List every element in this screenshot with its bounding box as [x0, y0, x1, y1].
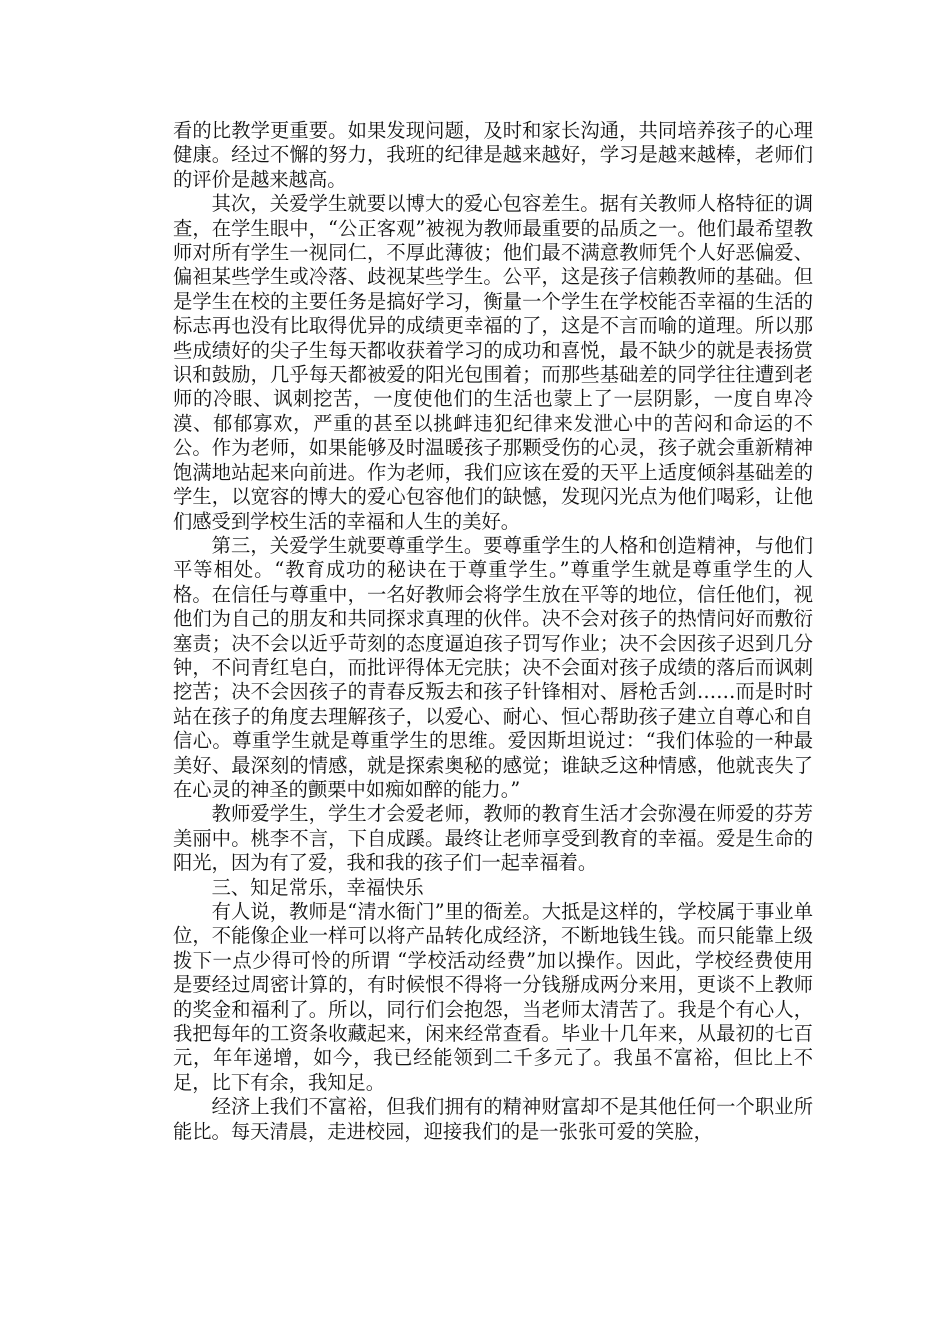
paragraph-3: 第三，关爱学生就要尊重学生。要尊重学生的人格和创造精神，与他们平等相处。“教育成功的秘诀在于尊重学生。”尊重学生就是尊重学生的人格。在信任与尊重中，一名好教师会将学生放在平等的地位，信任他们，视他们为自己的朋友和共同探求真理的伙伴。决不会对孩子的热情问好而敷衍塞责；决不会以近乎苛刻的态度逼迫孩子罚写作业；决不会因孩子迟到几分钟，不问青红皂白，而批评得体无完肤；决不会面对孩子成绩的落后而讽刺挖苦；决不会因孩子的青春反叛去和孩子针锋相对、唇枪舌剑……而是时时站在孩子的角度去理解孩子，以爱心、耐心、恒心帮助孩子建立自尊心和自信心。尊重学生就是尊重学生的思维。爱因斯坦说过：“我们体验的一种最美好、最深刻的情感，就是探索奥秘的感觉；谁缺乏这种情感，他就丧失了在心灵的神圣的颤栗中如痴如醉的能力。”: [173, 533, 813, 801]
paragraph-4: 教师爱学生，学生才会爱老师，教师的教育生活才会弥漫在师爱的芬芳美丽中。桃李不言，下自成蹊。最终让老师享受到教育的幸福。爱是生命的阳光，因为有了爱，我和我的孩子们一起幸福着。: [173, 802, 813, 875]
body-text: [173, 119, 813, 1144]
paragraph-5: 有人说，教师是“清水衙门”里的衙差。大抵是这样的，学校属于事业单位，不能像企业一样可以将产品转化成经济，不断地钱生钱。而只能靠上级拨下一点少得可怜的所谓 “学校活动经费”加以操作。因此，学校经费使用是要经过周密计算的，有时候恨不得将一分钱掰成两分来用，更谈不上教师的奖金和福利了。所以，同行们会抱怨，当老师太清苦了。我是个有心人，我把每年的工资条收藏起来，闲来经常查看。毕业十几年来，从最初的七百元，年年递增，如今，我已经能领到二千多元了。我虽不富裕，但比上不足，比下有余，我知足。: [173, 900, 813, 1094]
paragraph-6: 经济上我们不富裕，但我们拥有的精神财富却不是其他任何一个职业所能比。每天清晨，走进校园，迎接我们的是一张张可爱的笑脸，: [173, 1095, 813, 1143]
paragraph-1: 看的比教学更重要。如果发现问题，及时和家长沟通，共同培养孩子的心理健康。经过不懈的努力，我班的纪律是越来越好，学习是越来越棒，老师们的评价是越来越高。: [173, 119, 813, 191]
paragraph-2: 其次，关爱学生就要以博大的爱心包容差生。据有关教师人格特征的调查，在学生眼中，“公正客观”被视为教师最重要的品质之一。他们最希望教师对所有学生一视同仁，不厚此薄彼；他们最不满意教师凭个人好恶偏爱、偏袒某些学生或冷落、歧视某些学生。公平，这是孩子信赖教师的基础。但是学生在校的主要任务是搞好学习，衡量一个学生在学校能否幸福的生活的标志再也没有比取得优异的成绩更幸福的了，这是不言而喻的道理。所以那些成绩好的尖子生每天都收获着学习的成功和喜悦，最不缺少的就是表扬赏识和鼓励，几乎每天都被爱的阳光包围着；而那些基础差的同学往往遭到老师的冷眼、讽刺挖苦，一度使他们的生活也蒙上了一层阴影，一度自卑冷漠、郁郁寡欢，严重的甚至以挑衅违犯纪律来发泄心中的苦闷和命运的不公。作为老师，如果能够及时温暖孩子那颗受伤的心灵，孩子就会重新精神饱满地站起来向前进。作为老师，我们应该在爱的天平上适度倾斜基础差的学生，以宽容的博大的爱心包容他们的缺憾，发现闪光点为他们喝彩，让他们感受到学校生活的幸福和人生的美好。: [173, 192, 813, 533]
section-heading: 三、知足常乐，幸福快乐: [211, 875, 424, 899]
